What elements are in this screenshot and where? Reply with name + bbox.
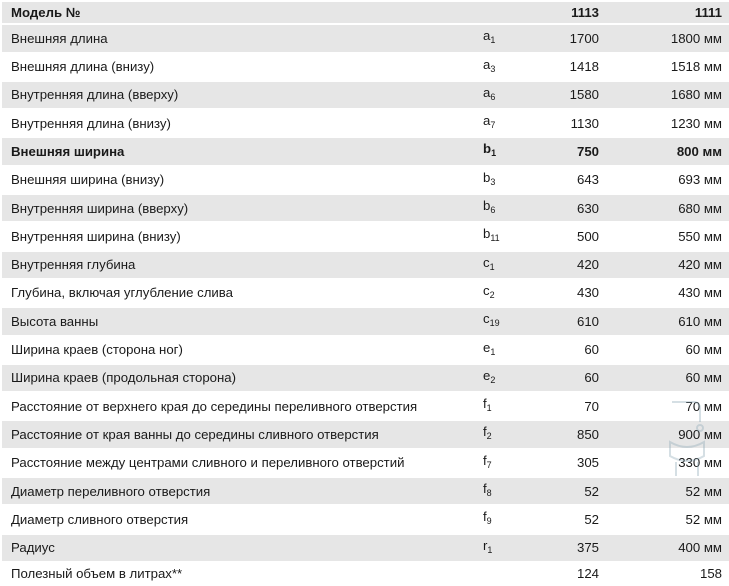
symbol-subscript: 2	[486, 431, 492, 442]
symbol-subscript: 1	[489, 261, 495, 272]
value-model-1113: 60	[528, 337, 599, 365]
parameter-name: Диаметр переливного отверстия	[2, 478, 483, 506]
parameter-symbol	[483, 252, 528, 280]
parameter-name: Внешняя длина	[2, 25, 483, 53]
table-row	[2, 110, 729, 138]
table-row	[2, 54, 729, 82]
parameter-name: Внутренняя ширина (внизу)	[2, 223, 483, 251]
symbol-letter: c	[483, 254, 490, 270]
symbol-subscript: 3	[490, 176, 496, 187]
value-model-1111: 70 мм	[599, 393, 729, 421]
value-model-1111: 52 мм	[599, 478, 729, 506]
parameter-name: Внутренняя глубина	[2, 252, 483, 280]
table-row	[2, 167, 729, 195]
table-row	[2, 450, 729, 478]
table-row	[2, 82, 729, 110]
value-model-1113: 630	[528, 195, 599, 223]
value-model-1111: 610 мм	[599, 308, 729, 336]
table-header-row	[2, 2, 729, 25]
symbol-letter: c	[483, 311, 490, 327]
symbol-letter: b	[483, 141, 492, 157]
value-model-1113: 610	[528, 308, 599, 336]
parameter-symbol	[483, 223, 528, 251]
symbol-subscript: 8	[486, 488, 492, 499]
symbol-subscript: 19	[489, 318, 500, 329]
symbol-subscript: 7	[490, 120, 496, 131]
table-row	[2, 195, 729, 223]
value-model-1113: 430	[528, 280, 599, 308]
value-model-1113: 375	[528, 535, 599, 563]
symbol-letter: f	[483, 424, 487, 440]
symbol-letter: a	[483, 56, 491, 72]
value-model-1113: 1580	[528, 82, 599, 110]
value-model-1113: 750	[528, 138, 599, 166]
table-row	[2, 25, 729, 53]
table-row	[2, 365, 729, 393]
parameter-name: Ширина краев (сторона ног)	[2, 337, 483, 365]
parameter-symbol	[483, 308, 528, 336]
parameter-name: Внешняя ширина (внизу)	[2, 167, 483, 195]
table-row	[2, 393, 729, 421]
table-row	[2, 308, 729, 336]
symbol-subscript: 3	[490, 63, 496, 74]
symbol-subscript: 9	[486, 516, 492, 527]
symbol-subscript: 1	[490, 35, 496, 46]
symbol-letter: e	[483, 367, 491, 383]
value-model-1113: 420	[528, 252, 599, 280]
value-model-1111: 1800 мм	[599, 25, 729, 53]
value-model-1111: 550 мм	[599, 223, 729, 251]
table-row	[2, 478, 729, 506]
symbol-subscript: 1	[491, 148, 497, 159]
value-model-1111: 693 мм	[599, 167, 729, 195]
parameter-name: Расстояние от края ванны до середины сливного отверстия	[2, 421, 483, 449]
value-model-1111: 900 мм	[599, 421, 729, 449]
symbol-letter: f	[483, 509, 487, 525]
parameter-symbol	[483, 25, 528, 53]
parameter-symbol	[483, 280, 528, 308]
table-row	[2, 563, 729, 586]
symbol-letter: c	[483, 282, 490, 298]
parameter-symbol	[483, 138, 528, 166]
symbol-subscript: 2	[489, 289, 495, 300]
value-model-1111: 330 мм	[599, 450, 729, 478]
value-model-1113: 643	[528, 167, 599, 195]
value-model-1111: 60 мм	[599, 365, 729, 393]
model-label: Модель №	[2, 2, 483, 25]
value-model-1113: 124	[528, 563, 599, 586]
parameter-symbol	[483, 54, 528, 82]
symbol-letter: f	[483, 481, 487, 497]
parameter-symbol	[483, 167, 528, 195]
symbol-letter: a	[483, 113, 491, 129]
value-model-1113: 52	[528, 506, 599, 534]
table-row	[2, 138, 729, 166]
value-model-1113: 60	[528, 365, 599, 393]
table-row	[2, 223, 729, 251]
symbol-letter: e	[483, 339, 491, 355]
parameter-name: Внешняя длина (внизу)	[2, 54, 483, 82]
parameter-symbol	[483, 110, 528, 138]
parameter-name: Диаметр сливного отверстия	[2, 506, 483, 534]
table-row	[2, 280, 729, 308]
value-model-1111: 1518 мм	[599, 54, 729, 82]
symbol-subscript: 2	[490, 374, 496, 385]
parameter-name: Расстояние между центрами сливного и переливного отверстий	[2, 450, 483, 478]
value-model-1111: 680 мм	[599, 195, 729, 223]
symbol-subscript: 1	[486, 403, 492, 414]
parameter-name: Глубина, включая углубление слива	[2, 280, 483, 308]
value-model-1113: 1418	[528, 54, 599, 82]
parameter-name: Внутренняя длина (внизу)	[2, 110, 483, 138]
parameter-symbol	[483, 421, 528, 449]
parameter-name: Внешняя ширина	[2, 138, 483, 166]
value-model-1111: 52 мм	[599, 506, 729, 534]
parameter-symbol	[483, 195, 528, 223]
symbol-letter: b	[483, 169, 491, 185]
symbol-subscript: 11	[490, 233, 500, 244]
parameter-name: Ширина краев (продольная сторона)	[2, 365, 483, 393]
symbol-subscript: 7	[486, 459, 492, 470]
value-model-1111: 60 мм	[599, 337, 729, 365]
parameter-name: Радиус	[2, 535, 483, 563]
symbol-letter: a	[483, 28, 491, 44]
symbol-letter: f	[483, 396, 487, 412]
header-symbol-cell	[483, 2, 528, 25]
parameter-symbol	[483, 563, 528, 586]
symbol-letter: b	[483, 198, 491, 214]
value-model-1113: 500	[528, 223, 599, 251]
model-1111-header: 1111	[599, 2, 729, 25]
parameter-symbol	[483, 506, 528, 534]
value-model-1111: 800 мм	[599, 138, 729, 166]
parameter-name: Внутренняя длина (вверху)	[2, 82, 483, 110]
value-model-1113: 1700	[528, 25, 599, 53]
value-model-1113: 52	[528, 478, 599, 506]
parameter-name: Полезный объем в литрах**	[2, 563, 483, 586]
value-model-1113: 850	[528, 421, 599, 449]
parameter-name: Расстояние от верхнего края до середины переливного отверстия	[2, 393, 483, 421]
parameter-symbol	[483, 478, 528, 506]
table-row	[2, 421, 729, 449]
parameter-symbol	[483, 393, 528, 421]
symbol-subscript: 6	[490, 91, 496, 102]
table-row	[2, 535, 729, 563]
value-model-1111: 1230 мм	[599, 110, 729, 138]
value-model-1111: 1680 мм	[599, 82, 729, 110]
value-model-1111: 158	[599, 563, 729, 586]
table-row	[2, 506, 729, 534]
table-row	[2, 337, 729, 365]
symbol-letter: f	[483, 452, 487, 468]
symbol-letter: b	[483, 226, 491, 242]
symbol-subscript: 1	[487, 544, 493, 555]
value-model-1113: 305	[528, 450, 599, 478]
symbol-subscript: 6	[490, 205, 496, 216]
spec-table-body	[2, 2, 729, 586]
parameter-name: Внутренняя ширина (вверху)	[2, 195, 483, 223]
parameter-symbol	[483, 337, 528, 365]
parameter-symbol	[483, 450, 528, 478]
symbol-subscript: 1	[490, 346, 496, 357]
symbol-letter: r	[483, 537, 488, 553]
value-model-1111: 400 мм	[599, 535, 729, 563]
parameter-symbol	[483, 365, 528, 393]
symbol-letter: a	[483, 84, 491, 100]
value-model-1111: 420 мм	[599, 252, 729, 280]
value-model-1113: 1130	[528, 110, 599, 138]
model-1113-header: 1113	[528, 2, 599, 25]
parameter-name: Высота ванны	[2, 308, 483, 336]
value-model-1111: 430 мм	[599, 280, 729, 308]
table-row	[2, 252, 729, 280]
parameter-symbol	[483, 82, 528, 110]
spec-table	[2, 2, 729, 586]
parameter-symbol	[483, 535, 528, 563]
value-model-1113: 70	[528, 393, 599, 421]
